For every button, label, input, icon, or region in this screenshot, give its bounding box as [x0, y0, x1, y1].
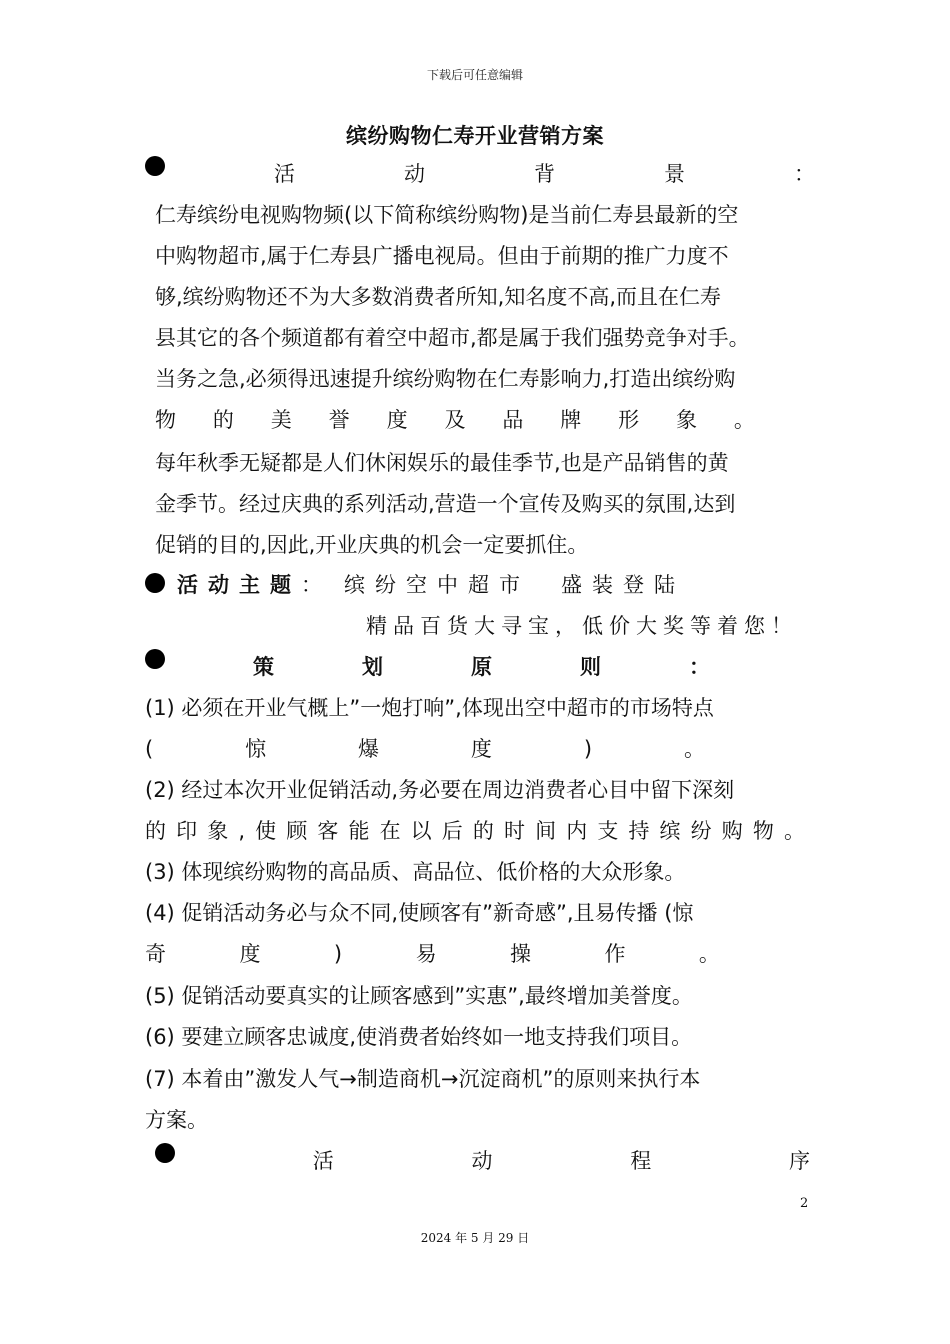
theme-line	[145, 569, 815, 601]
paragraph-line: 金季节。经过庆典的系列活动,营造一个宣传及购买的氛围,达到	[155, 492, 736, 516]
theme-label: 活动主题	[177, 573, 301, 597]
principle-item: (5) 促销活动要真实的让顾客感到”实惠”,最终增加美誉度。	[145, 984, 693, 1008]
page-number: 2	[800, 1196, 809, 1211]
paragraph-line: 仁寿缤纷电视购物频(以下简称缤纷购物)是当前仁寿县最新的空	[155, 203, 739, 227]
page-header: 下载后可任意编辑	[426, 68, 523, 82]
principle-item-spread: 的 印 象 , 使 顾 客 能 在 以 后 的 时 间 内 支 持 缤 纷 购 物 。	[145, 819, 805, 843]
paragraph-line: 促销的目的,因此,开业庆典的机会一定要抓住。	[155, 533, 589, 557]
bullet-icon	[155, 1143, 175, 1163]
principle-heading: 策 划 原 则 ：	[145, 651, 710, 683]
principle-item: 方案。	[145, 1108, 208, 1132]
principle-item: (1) 必须在开业气概上”一炮打响”,体现出空中超市的市场特点	[145, 696, 714, 720]
bullet-icon	[145, 156, 165, 176]
principle-item: (3) 体现缤纷购物的高品质、高品位、低价格的大众形象。	[145, 860, 686, 884]
page-footer-date: 2024 年 5 月 29 日	[420, 1231, 530, 1245]
paragraph-line: 每年秋季无疑都是人们休闲娱乐的最佳季节,也是产品销售的黄	[155, 451, 729, 475]
principle-item-spread: ( 惊 爆 度 ) 。	[145, 737, 705, 761]
principle-item: (2) 经过本次开业促销活动,务必要在周边消费者心目中留下深刻	[145, 778, 735, 802]
paragraph-line-spread: 物 的 美 誉 度 及 品 牌 形 象 。	[155, 408, 755, 432]
paragraph-line: 当务之急,必须得迅速提升缤纷购物在仁寿影响力,打造出缤纷购	[155, 367, 736, 391]
background-heading: 活 动 背 景 ：	[145, 158, 815, 190]
paragraph-line: 够,缤纷购物还不为大多数消费者所知,知名度不高,而且在仁寿	[155, 285, 722, 309]
program-heading: 活 动 程 序	[155, 1145, 810, 1177]
bullet-icon	[145, 573, 165, 593]
paragraph-line: 中购物超市,属于仁寿县广播电视局。但由于前期的推广力度不	[155, 244, 729, 268]
theme-slogan-2: 精品百货大寻宝，低价大奖等着您！	[366, 614, 798, 638]
principle-item-spread: 奇 度 ) 易 操 作 。	[145, 942, 720, 966]
document-title: 缤纷购物仁寿开业营销方案	[346, 124, 604, 148]
paragraph-line: 县其它的各个频道都有着空中超市,都是属于我们强势竞争对手。	[155, 326, 750, 350]
theme-colon: ：	[301, 573, 322, 597]
principle-item: (6) 要建立顾客忠诚度,使消费者始终如一地支持我们项目。	[145, 1025, 693, 1049]
principle-item: (4) 促销活动务必与众不同,使顾客有”新奇感”,且易传播 (惊	[145, 901, 694, 925]
theme-slogan: 缤纷空中超市 盛装登陆	[344, 573, 685, 597]
bullet-icon	[145, 649, 165, 669]
principle-item: (7) 本着由”激发人气→制造商机→沉淀商机”的原则来执行本	[145, 1067, 701, 1091]
